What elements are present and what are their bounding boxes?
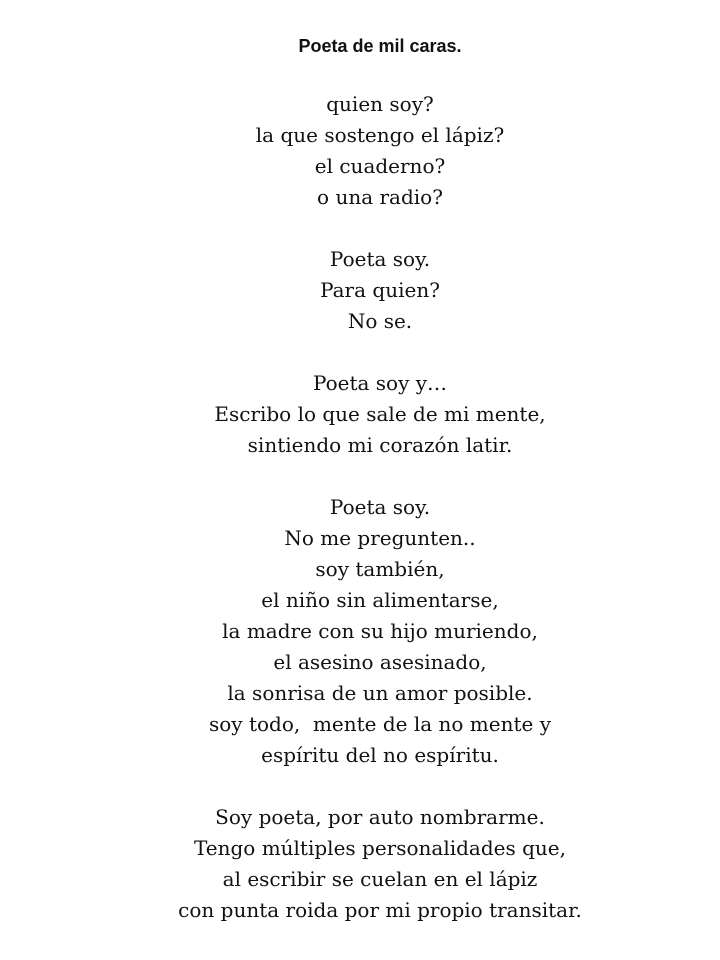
poem-line: el cuaderno? xyxy=(314,154,446,178)
poem-line: la madre con su hijo muriendo, xyxy=(222,619,538,643)
poem-line: Tengo múltiples personalidades que, xyxy=(193,836,566,860)
poem-line: soy también, xyxy=(315,557,445,581)
poem-line: Poeta soy. xyxy=(329,247,431,271)
poem-line: al escribir se cuelan en el lápiz xyxy=(222,867,538,891)
stanza-2 xyxy=(0,244,720,337)
poem-line: Poeta soy y… xyxy=(312,371,448,395)
poem-line: Poeta soy. xyxy=(329,495,431,519)
poem-line: el asesino asesinado, xyxy=(273,650,487,674)
poem-line: No se. xyxy=(347,309,413,333)
poem-line: sintiendo mi corazón latir. xyxy=(247,433,513,457)
poem-line: la que sostengo el lápiz? xyxy=(255,123,505,147)
poem-line: espíritu del no espíritu. xyxy=(261,743,499,767)
poem-title: Poeta de mil caras. xyxy=(298,36,462,56)
poem-line: la sonrisa de un amor posible. xyxy=(227,681,533,705)
stanza-5 xyxy=(0,802,720,926)
poem-line: No me pregunten.. xyxy=(284,526,476,550)
poem-body xyxy=(0,89,720,926)
poem-line: quien soy? xyxy=(326,92,434,116)
stanza-1 xyxy=(0,89,720,213)
poem-line: Soy poeta, por auto nombrarme. xyxy=(215,805,545,829)
poem-line: con punta roida por mi propio transitar. xyxy=(178,898,582,922)
poem-line: Escribo lo que sale de mi mente, xyxy=(214,402,546,426)
poem-line: o una radio? xyxy=(317,185,443,209)
stanza-4 xyxy=(0,492,720,771)
poem-line: Para quien? xyxy=(320,278,440,302)
poem-line: el niño sin alimentarse, xyxy=(261,588,499,612)
poem-line: soy todo, mente de la no mente y xyxy=(208,712,552,736)
stanza-3 xyxy=(0,368,720,461)
